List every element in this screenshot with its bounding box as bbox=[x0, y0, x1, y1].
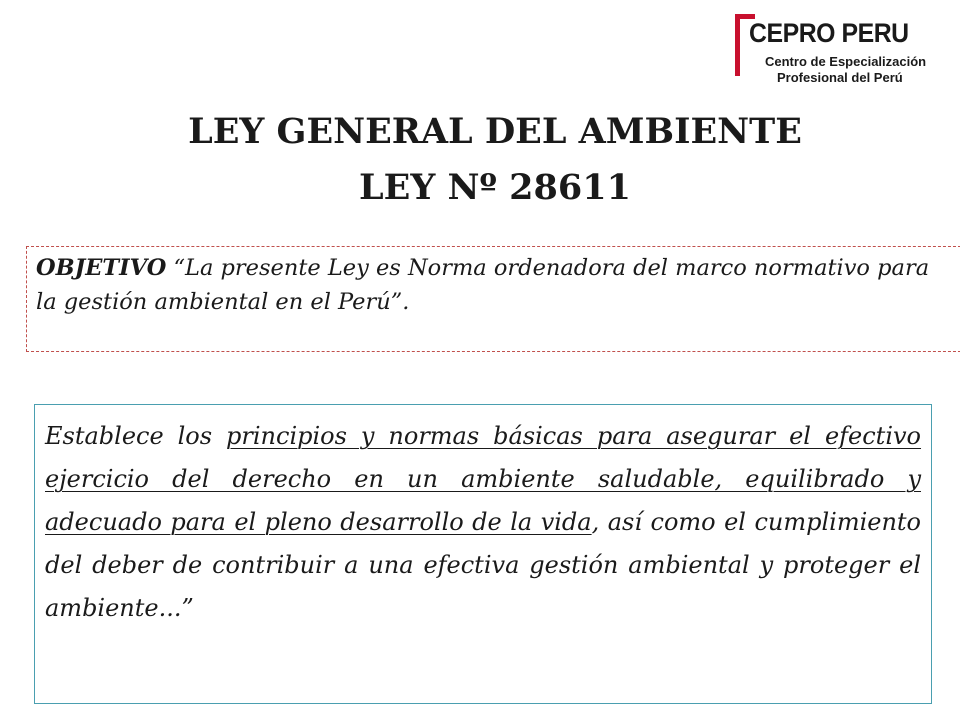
main-text bbox=[45, 415, 921, 630]
objective-label: OBJETIVO bbox=[36, 255, 167, 281]
main-text-box bbox=[34, 404, 932, 704]
main-text-rest: , así como el cumplimiento del deber de contribuir a una efectiva gestión ambiental y proteger el ambiente...” bbox=[45, 508, 922, 622]
cepro-peru-logo bbox=[735, 14, 940, 114]
objective-box bbox=[26, 246, 960, 352]
main-text-underlined: principios y normas básicas para asegurar el efectivo ejercicio del derecho en un ambiente saludable, equilibrado y adecuado para el pleno desarrollo de la vida bbox=[45, 422, 922, 536]
objective-statement: “La presente Ley es Norma ordenadora del marco normativo para la gestión ambiental en el Perú”. bbox=[36, 255, 930, 315]
objective-text bbox=[36, 251, 946, 319]
logo-red-bar-left bbox=[735, 14, 740, 76]
page-title bbox=[0, 104, 960, 216]
logo-subtitle-line2: Profesional del Perú bbox=[777, 70, 903, 85]
title-line2: LEY Nº 28611 bbox=[359, 167, 631, 208]
logo-subtitle-line1: Centro de Especialización bbox=[765, 54, 927, 69]
title-line1: LEY GENERAL DEL AMBIENTE bbox=[188, 111, 802, 152]
main-text-intro: Establece los bbox=[45, 422, 227, 450]
logo-name: CEPRO PERU bbox=[749, 18, 909, 48]
